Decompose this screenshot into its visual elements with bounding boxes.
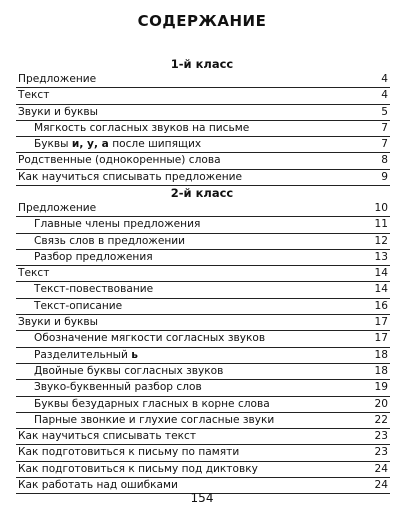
toc-entry-page: 8 <box>381 154 388 167</box>
toc-entry <box>16 315 390 331</box>
toc-entry-page: 4 <box>381 89 388 102</box>
toc-entry-title: Буквы безударных гласных в корне слова <box>34 397 270 410</box>
toc-entry-title: Как подготовиться к письму под диктовку <box>18 462 258 475</box>
toc-entry-title: Разбор предложения <box>34 250 153 263</box>
toc-entry-title: Звуки и буквы <box>18 105 99 118</box>
toc-entry-page: 14 <box>374 283 388 296</box>
toc-entry <box>16 299 390 315</box>
toc-entry <box>16 105 390 121</box>
toc-entry-page: 18 <box>374 348 388 361</box>
toc-entry-title: Текст-повествование <box>34 283 154 296</box>
toc-entry-title: Текст-описание <box>34 299 123 312</box>
toc-entry-title: Звуки и буквы <box>18 316 99 329</box>
toc-entry-title: Как научиться списывать предложение <box>18 170 243 183</box>
toc-entry-page: 10 <box>374 202 388 214</box>
toc-entry-title-part: Разделительный <box>34 348 132 361</box>
toc-entry <box>16 266 390 282</box>
toc-entry <box>16 348 390 364</box>
toc-entry-page: 24 <box>374 462 388 475</box>
toc-entry <box>16 331 390 347</box>
toc-list-grade-1 <box>16 72 390 186</box>
toc-entry-title-bold: ь <box>131 348 138 361</box>
toc-entry-page: 23 <box>374 430 388 443</box>
toc-entry-page: 22 <box>374 413 388 426</box>
toc-entry-title: Как подготовиться к письму по памяти <box>18 446 240 459</box>
toc-entry <box>16 445 390 461</box>
toc-entry-page: 9 <box>381 170 388 183</box>
toc-entry-title: Звуко-буквенный разбор слов <box>34 381 202 394</box>
toc-list-grade-2 <box>16 201 390 494</box>
toc-entry <box>16 137 390 153</box>
toc-entry-title-bold: и, у, а <box>71 138 109 151</box>
section-heading-grade-1: 1-й класс <box>170 57 234 71</box>
toc-entry-title: Обозначение мягкости согласных звуков <box>34 332 266 345</box>
page-title: СОДЕРЖАНИЕ <box>137 12 267 30</box>
toc-entry <box>16 217 390 233</box>
toc-entry-title: Двойные буквы согласных звуков <box>34 364 224 377</box>
toc-entry-page: 14 <box>374 267 388 280</box>
section-heading-grade-2: 2-й класс <box>170 186 234 200</box>
toc-entry-page: 23 <box>374 446 388 459</box>
toc-entry <box>16 201 390 217</box>
toc-entry-title: Парные звонкие и глухие согласные звуки <box>34 413 275 426</box>
toc-entry-page: 13 <box>374 250 388 263</box>
toc-entry-page: 5 <box>381 105 388 118</box>
toc-entry-title: Предложение <box>18 202 97 214</box>
toc-entry-title-part: Буквы <box>34 138 72 151</box>
toc-entry-title: Предложение <box>18 73 97 85</box>
toc-entry <box>16 397 390 413</box>
toc-entry <box>16 380 390 396</box>
toc-entry <box>16 462 390 478</box>
toc-entry <box>16 121 390 137</box>
toc-entry-title: Родственные (однокоренные) слова <box>18 154 221 167</box>
toc-entry-page: 4 <box>381 73 388 85</box>
toc-entry <box>16 153 390 169</box>
toc-entry-page: 7 <box>381 138 388 151</box>
toc-entry <box>16 72 390 88</box>
toc-entry-page: 16 <box>374 299 388 312</box>
toc-entry-page: 7 <box>381 121 388 134</box>
toc-entry <box>16 282 390 298</box>
toc-entry-page: 19 <box>374 381 388 394</box>
toc-entry-title: Связь слов в предложении <box>34 234 186 247</box>
toc-entry-page: 20 <box>374 397 388 410</box>
toc-entry-page: 12 <box>374 234 388 247</box>
toc-entry <box>16 250 390 266</box>
toc-entry <box>16 170 390 186</box>
toc-entry-page: 11 <box>374 218 388 231</box>
toc-entry-title: Мягкость согласных звуков на письме <box>34 121 250 134</box>
toc-entry-title <box>18 137 364 153</box>
toc-entry-title: Текст <box>18 267 50 280</box>
toc-entry-title: Текст <box>18 89 50 102</box>
toc-entry <box>16 234 390 250</box>
toc-entry <box>16 429 390 445</box>
toc-entry <box>16 88 390 104</box>
toc-entry <box>16 364 390 380</box>
toc-entry-title: Как работать над ошибками <box>18 479 178 492</box>
toc-entry-page: 17 <box>374 316 388 329</box>
toc-entry-page: 18 <box>374 364 388 377</box>
toc-entry-title: Как научиться списывать текст <box>18 430 197 443</box>
toc-entry-title-part: после шипящих <box>108 138 202 151</box>
toc-entry-title <box>18 348 364 364</box>
toc-entry <box>16 413 390 429</box>
toc-entry-page: 24 <box>374 479 388 492</box>
page-number: 154 <box>190 491 214 505</box>
toc-entry-page: 17 <box>374 332 388 345</box>
toc-entry-title: Главные члены предложения <box>34 218 201 231</box>
